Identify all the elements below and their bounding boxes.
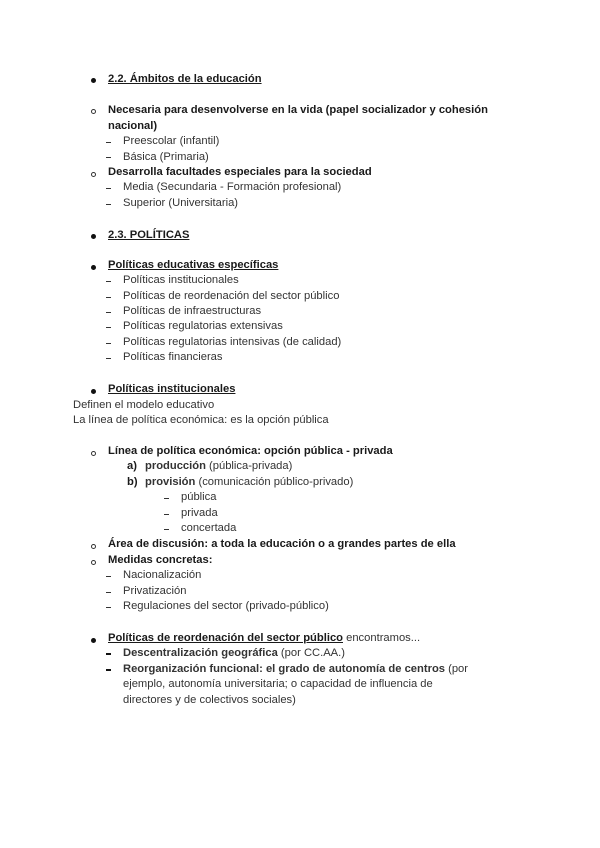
term: provisión (145, 476, 196, 488)
list-item: Políticas regulatorias intensivas (de calidad) (123, 336, 342, 348)
list-item: Superior (Universitaria) (123, 197, 239, 209)
term: producción (145, 460, 206, 472)
term-detail: (pública-privada) (205, 460, 293, 472)
term-detail: (por (445, 663, 469, 675)
subsection-title: Políticas educativas específicas (108, 259, 279, 271)
bullet-icon (91, 234, 96, 239)
dash-icon (106, 312, 111, 313)
list-item: Preescolar (infantil) (123, 135, 220, 147)
bullet-icon (91, 265, 96, 270)
hollow-bullet-icon (91, 172, 96, 177)
list-item: Privatización (123, 585, 187, 597)
list-item: concertada (181, 522, 237, 534)
item-title: Línea de política económica: opción pública - privada (108, 445, 393, 457)
dash-icon (164, 498, 169, 499)
list-item: Regulaciones del sector (privado-público) (123, 600, 329, 612)
list-item: privada (181, 507, 218, 519)
dash-icon (164, 529, 169, 530)
term-detail: (comunicación público-privado) (195, 476, 354, 488)
hollow-bullet-icon (91, 544, 96, 549)
dash-icon (106, 188, 111, 189)
dash-icon (164, 514, 169, 515)
item-title: Área de discusión: a toda la educación o a grandes partes de ella (108, 538, 456, 550)
list-item: Políticas financieras (123, 351, 223, 363)
list-item (145, 475, 353, 490)
dash-icon (106, 592, 111, 593)
list-item: Políticas de reordenación del sector público (123, 290, 340, 302)
bullet-icon (91, 638, 96, 643)
letter-label: b) (127, 476, 138, 488)
dash-icon (106, 607, 111, 608)
list-item: pública (181, 491, 217, 503)
letter-label: a) (127, 460, 137, 472)
dash-icon (106, 327, 111, 328)
list-item (123, 646, 345, 661)
list-item: Políticas regulatorias extensivas (123, 320, 283, 332)
list-item: Media (Secundaria - Formación profesional) (123, 181, 342, 193)
dash-icon (106, 142, 111, 143)
list-item-cont: ejemplo, autonomía universitaria; o capacidad de influencia de (123, 678, 433, 690)
list-item (145, 459, 292, 474)
list-item: Básica (Primaria) (123, 151, 209, 163)
dash-icon (106, 653, 111, 655)
term: Descentralización geográfica (123, 647, 278, 659)
dash-icon (106, 204, 111, 205)
dash-icon (106, 358, 111, 359)
bullet-icon (91, 389, 96, 394)
section-heading-2-3: 2.3. POLÍTICAS (108, 229, 190, 241)
subsection-title-rest: encontramos... (343, 632, 421, 644)
dash-icon (106, 297, 111, 298)
subsection-title-text: Políticas de reordenación del sector público (108, 632, 343, 644)
list-item: Políticas institucionales (123, 274, 239, 286)
hollow-bullet-icon (91, 560, 96, 565)
subsection-title: Políticas institucionales (108, 383, 236, 395)
list-item-cont: directores y de colectivos sociales) (123, 694, 296, 706)
dash-icon (106, 281, 111, 282)
item-title: Medidas concretas: (108, 554, 213, 566)
list-item: Nacionalización (123, 569, 202, 581)
list-item (123, 662, 468, 677)
item-title-cont: nacional) (108, 120, 158, 132)
dash-icon (106, 157, 111, 158)
subsection-title (108, 631, 420, 646)
hollow-bullet-icon (91, 451, 96, 456)
term-detail: (por CC.AA.) (277, 647, 345, 659)
bullet-icon (91, 78, 96, 83)
dash-icon (106, 343, 111, 344)
dash-icon (106, 669, 111, 671)
dash-icon (106, 576, 111, 577)
hollow-bullet-icon (91, 109, 96, 114)
term: Reorganización funcional: el grado de autonomía de centros (123, 663, 445, 675)
section-heading-2-2: 2.2. Ámbitos de la educación (108, 73, 262, 85)
list-item: Políticas de infraestructuras (123, 305, 262, 317)
paragraph-line: Definen el modelo educativo (73, 399, 215, 411)
item-title: Desarrolla facultades especiales para la sociedad (108, 166, 372, 178)
item-title: Necesaria para desenvolverse en la vida (papel socializador y cohesión (108, 104, 488, 116)
paragraph-line: La línea de política económica: es la opción pública (73, 414, 329, 426)
